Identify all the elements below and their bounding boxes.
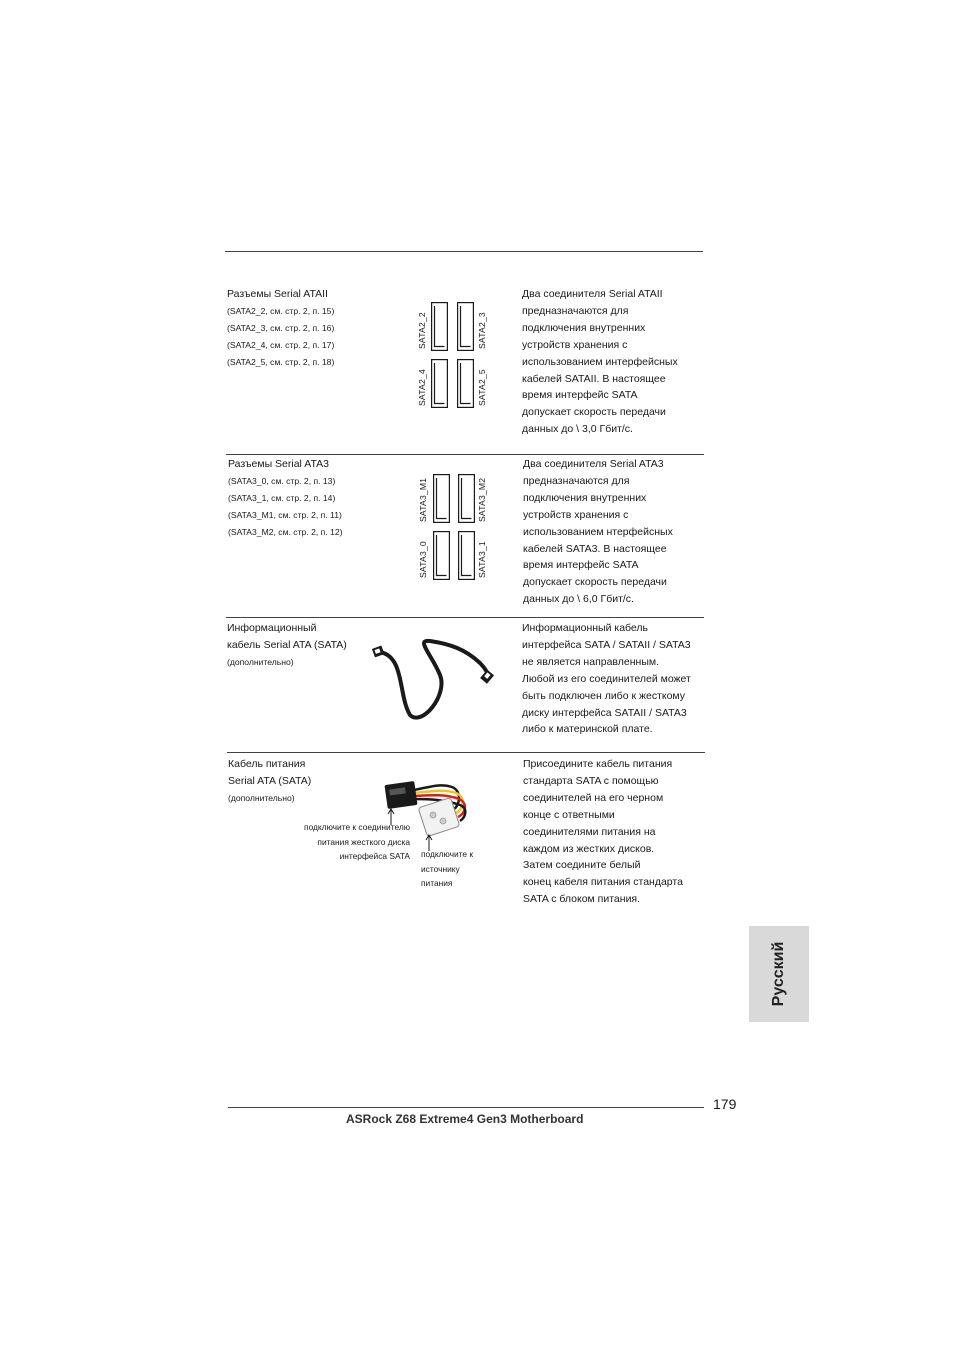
port-ref: (SATA3_M1, см. стр. 2, п. 11) [228,510,342,520]
section-title: Информационный [227,622,317,634]
sata-port-icon [457,359,474,408]
section-divider [227,752,705,753]
port-ref: (SATA2_4, см. стр. 2, п. 17) [227,340,335,350]
port-ref: (SATA2_2, см. стр. 2, п. 15) [227,306,335,316]
port-label: SATA3_M1 [418,477,428,522]
section-title: кабель Serial ATA (SATA) [227,639,347,651]
callout-power-supply: подключите к источнику питания [421,849,474,889]
sata-port-icon [431,359,448,408]
callout-hdd-connector: подключите к соединителю питания жесткого диска интерфейса SATA [304,822,410,862]
section-title: Serial ATA (SATA) [228,775,312,787]
port-label: SATA2_3 [477,312,487,349]
section-divider [226,454,704,455]
section-title: Кабель питания [228,758,306,770]
port-label: SATA2_4 [417,369,427,406]
port-ref: (SATA3_0, см. стр. 2, п. 13) [228,476,336,486]
language-label: Русский [770,941,787,1007]
sata-port-icon [433,531,450,580]
sata-port-icon [458,531,475,580]
port-label: SATA3_M2 [477,477,487,522]
footer-title: ASRock Z68 Extreme4 Gen3 Motherboard [346,1112,584,1126]
port-label: SATA2_2 [417,312,427,349]
sata-data-cable-image [370,635,500,725]
section-description: Информационный кабель интерфейса SATA / SATAII / SATA3 не является направленным. Любой из его соединителей может быть подключен либо к жесткому диску интерфейса SATAII / SATA3 либо к материнской плате. [522,622,691,736]
optional-note: (дополнительно) [228,793,295,803]
section-description: Два соединителя Serial ATA3 предназначаются для подключения внутренних устройств хранения с использованием нтерфейсных кабелей SATA3. В настоящее время интерфейс SATA допускает скорость передачи данных до \ 6,0 Гбит/с. [523,458,673,606]
sata-port-icon [433,474,450,523]
port-ref: (SATA2_5, см. стр. 2, п. 18) [227,357,335,367]
page-number: 179 [713,1096,737,1112]
port-label: SATA2_5 [477,369,487,406]
footer-rule [228,1107,704,1108]
section-title: Разъемы Serial ATA3 [228,458,329,470]
language-tab [749,926,809,1022]
sata-port-icon [458,474,475,523]
section-title: Разъемы Serial ATAII [227,288,328,300]
sata-port-icon [431,302,448,351]
section-divider [226,617,704,618]
port-label: SATA3_0 [418,541,428,578]
section-description: Присоедините кабель питания стандарта SATA с помощью соединителей на его черном конце с ответными соединителями питания на каждом из жестких дисков. Затем соедините белый конец кабеля питания стандарта SATA с блоком питания. [523,758,683,906]
optional-note: (дополнительно) [227,657,294,667]
port-label: SATA3_1 [477,541,487,578]
port-ref: (SATA3_1, см. стр. 2, п. 14) [228,493,336,503]
section-description: Два соединителя Serial ATAII предназначаются для подключения внутренних устройств хранения с использованием интерфейсных кабелей SATAII. В настоящее время интерфейс SATA допускает скорость передачи данных до \ 3,0 Гбит/с. [522,288,678,436]
port-ref: (SATA3_M2, см. стр. 2, п. 12) [228,527,343,537]
sata-port-icon [457,302,474,351]
top-rule [225,251,703,252]
port-ref: (SATA2_3, см. стр. 2, п. 16) [227,323,335,333]
